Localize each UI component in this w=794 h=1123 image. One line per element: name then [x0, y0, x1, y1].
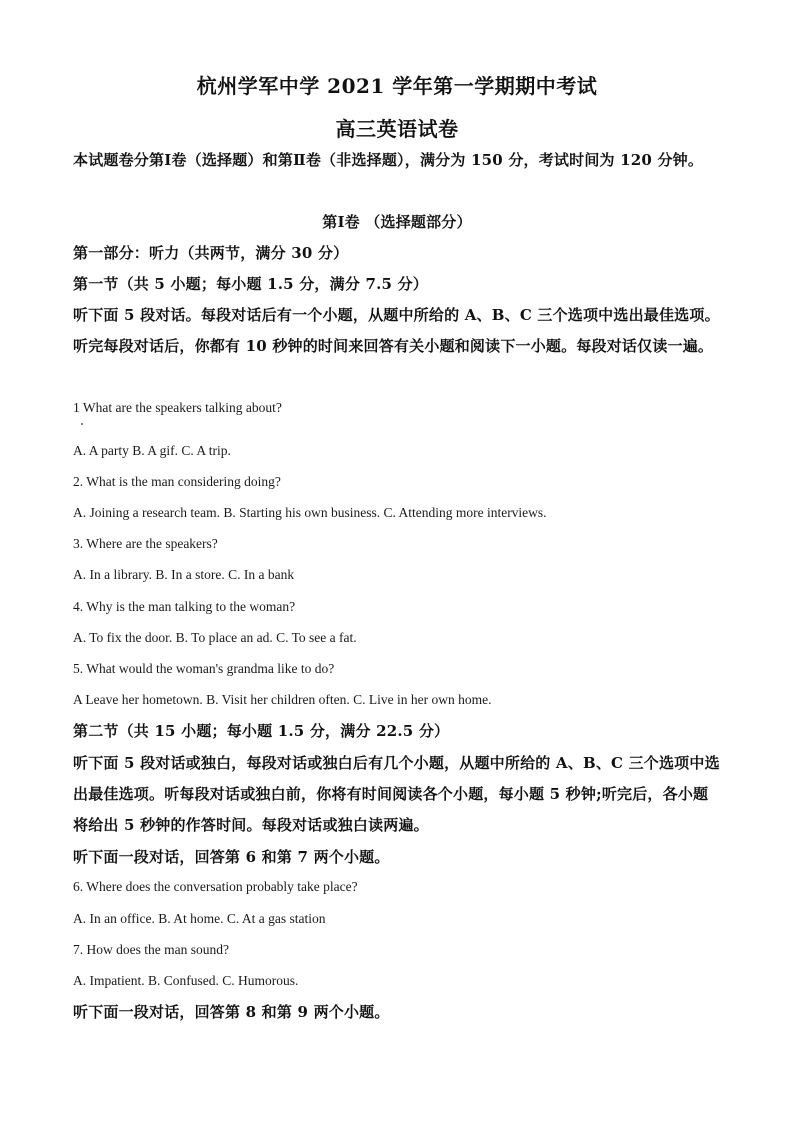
- section1-instructions: 听下面 5 段对话。每段对话后有一个小题，从题中所给的 A、B、C 三个选项中选出最佳选项。听完每段对话后，你都有 10 秒钟的时间来回答有关小题和阅读下一小题。每段对话仅读一遍。: [73, 306, 720, 355]
- stray-mark: [81, 423, 83, 425]
- dialog-8-9-heading: 听下面一段对话，回答第 8 和第 9 两个小题。: [73, 1003, 390, 1021]
- question-1: 1 What are the speakers talking about?: [73, 400, 282, 415]
- question-4: 4. Why is the man talking to the woman?: [73, 599, 296, 614]
- question-1-options: A. A party B. A gif. C. A trip.: [73, 443, 231, 458]
- part1-heading: 第一部分：听力（共两节，满分 30 分）: [73, 244, 349, 262]
- question-6-options: A. In an office. B. At home. C. At a gas station: [73, 911, 326, 926]
- question-2: 2. What is the man considering doing?: [73, 474, 281, 489]
- question-5-options: A Leave her hometown. B. Visit her children often. C. Live in her own home.: [73, 692, 492, 707]
- question-7: 7. How does the man sound?: [73, 942, 229, 957]
- section1-heading: 第一节（共 5 小题；每小题 1.5 分，满分 7.5 分）: [73, 275, 428, 293]
- intro-text: 本试题卷分第Ⅰ卷（选择题）和第Ⅱ卷（非选择题），满分为 150 分，考试时间为 120 分钟。: [73, 151, 704, 169]
- exam-subtitle: 高三英语试卷: [335, 117, 459, 141]
- section2-instructions: 听下面 5 段对话或独白，每段对话或独白后有几个小题，从题中所给的 A、B、C 三个选项中选出最佳选项。听每段对话或独白前，你将有时间阅读各个小题，每小题 5 秒钟;听完后，各小题将给出 5 秒钟的作答时间。每段对话或独白读两遍。: [73, 754, 720, 834]
- section2-heading: 第二节（共 15 小题；每小题 1.5 分，满分 22.5 分）: [73, 722, 450, 740]
- question-7-options: A. Impatient. B. Confused. C. Humorous.: [73, 973, 299, 988]
- exam-title: 杭州学军中学 2021 学年第一学期期中考试: [196, 74, 598, 98]
- question-3-options: A. In a library. B. In a store. C. In a bank: [73, 567, 295, 582]
- volume-heading: 第Ⅰ卷 （选择题部分）: [322, 213, 472, 231]
- question-6: 6. Where does the conversation probably take place?: [73, 879, 358, 894]
- question-5: 5. What would the woman's grandma like to do?: [73, 661, 335, 676]
- question-4-options: A. To fix the door. B. To place an ad. C. To see a fat.: [73, 630, 357, 645]
- question-3: 3. Where are the speakers?: [73, 536, 218, 551]
- question-2-options: A. Joining a research team. B. Starting his own business. C. Attending more interviews.: [73, 505, 547, 520]
- dialog-6-7-heading: 听下面一段对话，回答第 6 和第 7 两个小题。: [73, 848, 390, 866]
